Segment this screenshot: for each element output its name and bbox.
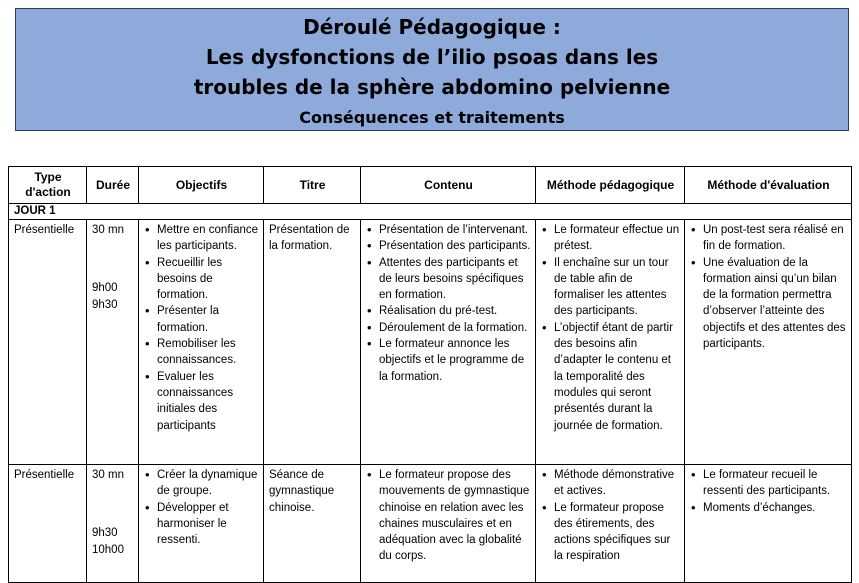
row1-contenu (361, 220, 536, 465)
list-item: • Le formateur effectue un prétest. (541, 222, 680, 255)
list-item: • Recueillir les besoins de formation. (144, 255, 259, 304)
subtitle: Conséquences et traitements (299, 108, 565, 127)
row2-objectifs (139, 465, 264, 583)
list-item: • Méthode démonstrative et actives. (541, 467, 680, 500)
list-item: • Réalisation du pré-test. (366, 303, 531, 319)
list-item: • Présentation des participants. (366, 238, 531, 254)
list-item: • Mettre en confiance les participants. (144, 222, 259, 255)
row1-objectifs (139, 220, 264, 465)
list-item: • Attentes des participants et de leurs besoins spécifiques en formation. (366, 255, 531, 304)
list-item: • Evaluer les connaissances initiales des participants (144, 369, 259, 434)
table-row (9, 465, 852, 583)
header-methode: Méthode pédagogique (536, 167, 685, 204)
list-item: • Un post-test sera réalisé en fin de formation. (690, 222, 847, 255)
title-line-1: Déroulé Pédagogique : (303, 15, 561, 39)
list-item: • Remobiliser les connaissances. (144, 336, 259, 369)
list-item: • Une évaluation de la formation ainsi qu’un bilan de la formation permettra d’observer l’atteinte des objectifs et des attentes des participants. (690, 255, 847, 353)
row1-evaluation (685, 220, 852, 465)
header-titre: Titre (264, 167, 361, 204)
header-evaluation: Méthode d'évaluation (685, 167, 852, 204)
title-line-2: Les dysfonctions de l’ilio psoas dans les (205, 45, 659, 69)
table-row (9, 220, 852, 465)
header-objectifs: Objectifs (139, 167, 264, 204)
row1-methode (536, 220, 685, 465)
list-item: • L’objectif étant de partir des besoins afin d’adapter le contenu et la temporalité des modules qui seront présentés durant la journée de formation. (541, 320, 680, 434)
list-item: • Moments d’échanges. (690, 500, 847, 516)
row2-duree-start: 30 mn (92, 469, 124, 481)
list-item: • Le formateur propose des mouvements de gymnastique chinoise en relation avec les chaines musculaires et en adéquation avec la globalité du corps. (366, 467, 531, 565)
day-label: JOUR 1 (9, 204, 852, 220)
header-contenu: Contenu (361, 167, 536, 204)
list-item: • Présentation de l’intervenant. (366, 222, 531, 238)
day-row (9, 204, 852, 220)
row2-duree-from: 9h30 (92, 527, 118, 540)
list-item: • Créer la dynamique de groupe. (144, 467, 259, 500)
row2-duree-to: 10h00 (92, 543, 124, 556)
row2-titre: Séance de gymnastique chinoise. (264, 465, 361, 583)
title-banner (15, 8, 849, 131)
row1-titre: Présentation de la formation. (264, 220, 361, 465)
row1-duree (87, 220, 139, 465)
row2-evaluation (685, 465, 852, 583)
pedagogic-table (8, 166, 852, 583)
list-item: • Développer et harmoniser le ressenti. (144, 500, 259, 549)
header-duree: Durée (87, 167, 139, 204)
row2-duree (87, 465, 139, 583)
header-row (9, 167, 852, 204)
title-line-3: troubles de la sphère abdomino pelvienne (193, 75, 671, 99)
row2-methode (536, 465, 685, 583)
row1-duree-start: 30 mn (92, 224, 124, 236)
list-item: • Le formateur annonce les objectifs et le programme de la formation. (366, 336, 531, 385)
list-item: • Le formateur propose des étirements, des actions spécifiques sur la respiration (541, 500, 680, 565)
row2-type: Présentielle (9, 465, 87, 583)
list-item: • Le formateur recueil le ressenti des participants. (690, 467, 847, 500)
row1-duree-from: 9h00 (92, 282, 118, 295)
list-item: • Il enchaîne sur un tour de table afin de formaliser les attentes des participants. (541, 255, 680, 320)
list-item: • Déroulement de la formation. (366, 320, 531, 336)
row1-duree-to: 9h30 (92, 298, 118, 311)
list-item: • Présenter la formation. (144, 303, 259, 336)
row1-type: Présentielle (9, 220, 87, 465)
row2-contenu (361, 465, 536, 583)
header-type: Type d'action (9, 167, 87, 204)
